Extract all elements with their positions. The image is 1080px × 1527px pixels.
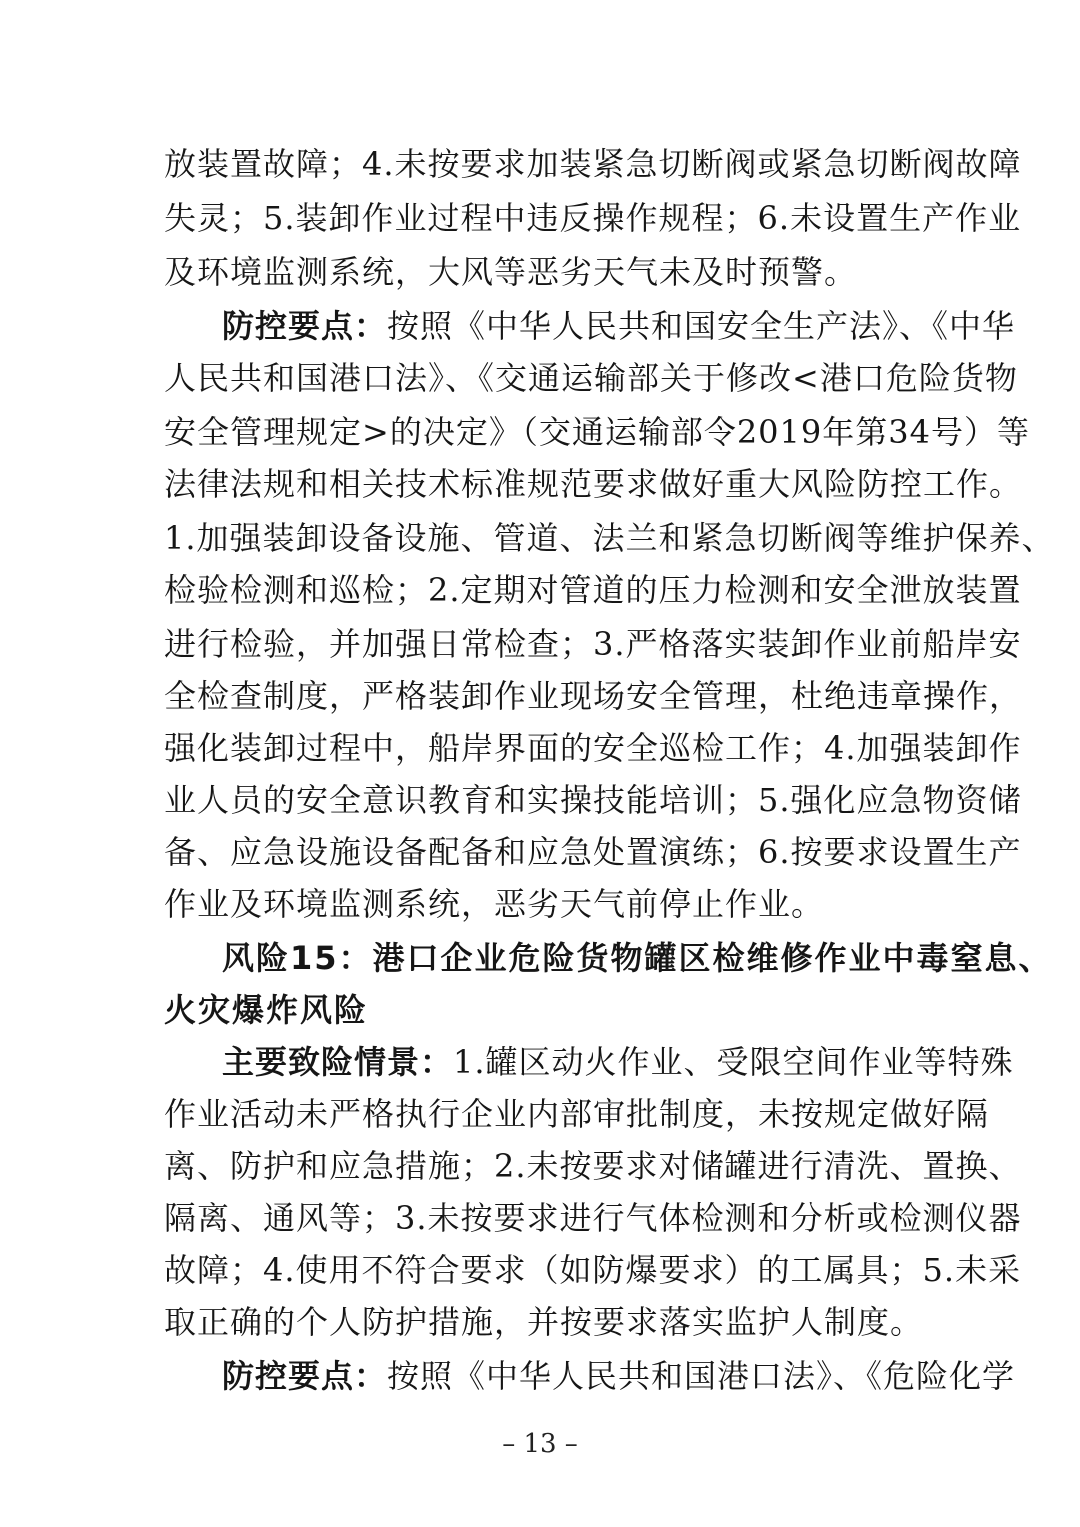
text-line: 作业活动未严格执行企业内部审批制度，未按规定做好隔 [164, 1095, 990, 1133]
text-line [222, 304, 1016, 348]
text-line: 进行检验，并加强日常检查；3.严格落实装卸作业前船岸安 [164, 625, 1022, 663]
text-line: 作业及环境监测系统，恶劣天气前停止作业。 [164, 885, 825, 923]
text-line: 故障；4.使用不符合要求（如防爆要求）的工属具；5.未采 [164, 1251, 1022, 1289]
text-run: 按照《中华人民共和国港口法》、《危险化学 [387, 1357, 1016, 1395]
text-line: 备、应急设施设备配备和应急处置演练；6.按要求设置生产 [164, 833, 1022, 871]
text-line: 安全管理规定>的决定》（交通运输部令2019年第34号）等 [164, 413, 1030, 451]
text-line: 离、防护和应急措施；2.未按要求对储罐进行清洗、置换、 [164, 1147, 1022, 1185]
text-line: 隔离、通风等；3.未按要求进行气体检测和分析或检测仪器 [164, 1199, 1022, 1237]
text-line: 法律法规和相关技术标准规范要求做好重大风险防控工作。 [164, 465, 1023, 503]
text-line: 取正确的个人防护措施，并按要求落实监护人制度。 [164, 1303, 924, 1341]
text-run: 按照《中华人民共和国安全生产法》、《中华 [387, 307, 1016, 345]
text-line: 及环境监测系统，大风等恶劣天气未及时预警。 [164, 253, 858, 291]
text-run: 1.罐区动火作业、受限空间作业等特殊 [453, 1043, 1014, 1081]
text-line [222, 1354, 1016, 1398]
paragraph-label: 防控要点： [222, 307, 388, 345]
paragraph-label: 主要致险情景： [222, 1043, 454, 1081]
text-line: 强化装卸过程中，船岸界面的安全巡检工作；4.加强装卸作 [164, 729, 1022, 767]
text-line: 业人员的安全意识教育和实操技能培训；5.强化应急物资储 [164, 781, 1022, 819]
text-line: 检验检测和巡检；2.定期对管道的压力检测和安全泄放装置 [164, 571, 1022, 609]
text-line: 全检查制度，严格装卸作业现场安全管理，杜绝违章操作， [164, 677, 1023, 715]
page-number: – 13 – [502, 1429, 578, 1459]
paragraph-label: 防控要点： [222, 1357, 388, 1395]
text-line: 失灵；5.装卸作业过程中违反操作规程；6.未设置生产作业 [164, 199, 1022, 237]
text-line: 人民共和国港口法》、《交通运输部关于修改<港口危险货物 [164, 359, 1018, 397]
text-line: 放装置故障；4.未按要求加装紧急切断阀或紧急切断阀故障 [164, 145, 1022, 183]
section-heading-continued: 火灾爆炸风险 [164, 991, 369, 1029]
text-line [222, 1040, 1014, 1084]
text-line: 1.加强装卸设备设施、管道、法兰和紧急切断阀等维护保养、 [164, 519, 1055, 557]
section-heading: 风险15：港口企业危险货物罐区检维修作业中毒窒息、 [222, 939, 1053, 977]
